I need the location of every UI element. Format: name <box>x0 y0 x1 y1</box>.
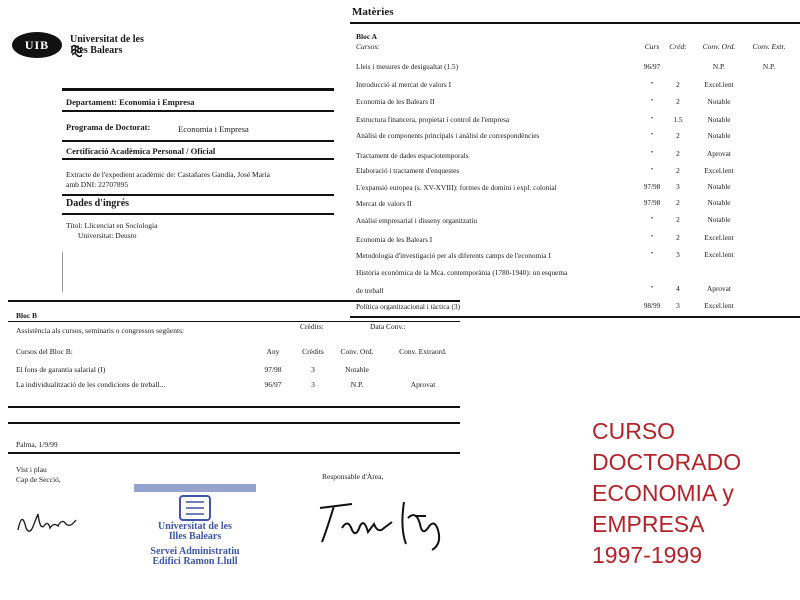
materia-cred: 1.5 <box>673 115 683 124</box>
materia-curs: 97/98 <box>643 182 661 191</box>
credits-label: Crèdits: <box>300 322 324 331</box>
data-conv-label: Data Conv.: <box>370 322 406 331</box>
materia-curs: 96/97 <box>643 62 661 71</box>
divider <box>8 422 460 424</box>
signature-left <box>14 500 84 540</box>
materia-ord: Notable <box>707 115 731 124</box>
materia-ord: Notable <box>707 97 731 106</box>
cursos-bloc-b-label: Cursos del Bloc B: <box>16 347 73 356</box>
materia-extr: N.P. <box>762 62 776 71</box>
divider <box>62 158 334 160</box>
uib-logo-mark: UIB <box>12 32 62 58</box>
materia-curs: " <box>650 149 654 158</box>
titol-line: Títol: Llicenciat en Sociologia <box>66 221 158 230</box>
official-stamp <box>130 482 260 582</box>
divider <box>8 406 460 408</box>
course-credits: 3 <box>311 380 315 389</box>
materia-ord: Notable <box>707 182 731 191</box>
extracte-line2: amb DNI: 22707895 <box>66 180 129 189</box>
departament-line: Departament: Economia i Empresa <box>66 97 195 107</box>
course-credits: 3 <box>311 365 315 374</box>
materia-ord: N.P. <box>712 62 726 71</box>
materia-name: Lleis i mesures de desigualtat (1.5) <box>356 62 459 71</box>
programa-label: Programa de Doctorat: <box>66 122 151 132</box>
col-conv-ord: Conv. Ord. <box>702 42 736 51</box>
materia-cred: 2 <box>676 131 680 140</box>
extracte-line1: Extracte de l'expedient acadèmic de: Castañares Gandía, José Maria <box>66 170 270 179</box>
divider <box>350 316 800 318</box>
palma-date: Palma, 1/9/99 <box>16 440 58 449</box>
divider <box>62 213 334 215</box>
materia-ord: Excel.lent <box>704 301 734 310</box>
stamp-line3: Servei Administratiu <box>150 546 240 557</box>
col-conv-ord: Conv. Ord. <box>340 347 374 356</box>
materia-cred: 3 <box>676 250 680 259</box>
materia-name: Introducció al mercat de valors I <box>356 80 452 89</box>
materia-curs: " <box>650 250 654 259</box>
materia-curs: " <box>650 284 654 293</box>
materia-cred: 2 <box>676 215 680 224</box>
materia-cred: 4 <box>676 284 680 293</box>
materia-ord: Aprovat <box>707 284 731 293</box>
materia-cred: 2 <box>676 166 680 175</box>
materia-ord: Excel.lent <box>704 250 734 259</box>
programa-value: Economia i Empresa <box>178 124 249 134</box>
course-ord: Notable <box>345 365 369 374</box>
uib-logo <box>12 32 62 58</box>
assistencia-label: Assistència als cursos, seminaris o congressos següents: <box>16 326 185 335</box>
course-any: 97/98 <box>264 365 282 374</box>
logo-line1: Universitat de les <box>70 34 144 45</box>
materies-title: Matèries <box>352 6 394 18</box>
col-cred: Créd: <box>669 42 687 51</box>
materia-cred: 2 <box>676 80 680 89</box>
signature-right <box>312 488 472 558</box>
materia-cred: 2 <box>676 97 680 106</box>
vist-i-plau: Vist i plau <box>16 465 47 474</box>
caption-line: DOCTORADO <box>592 449 742 475</box>
divider <box>62 194 334 196</box>
materia-ord: Excel.lent <box>704 166 734 175</box>
caption <box>592 416 792 571</box>
course-ord: N.P. <box>350 380 364 389</box>
materia-name: L'expansió europea (s. XV-XVIII): formes de domini i expl. colonial <box>356 183 557 192</box>
course-any: 96/97 <box>264 380 282 389</box>
divider <box>62 88 334 91</box>
universitat-line: Universitat: Deusto <box>78 231 137 240</box>
materia-name: Economia de les Balears II <box>356 97 435 106</box>
materia-name: Elaboració i tractament d'enquestes <box>356 166 460 175</box>
materia-name: Estructura financera, propietat i control de l'empresa <box>356 115 510 124</box>
materia-name: Història econòmica de la Mca. contemporània (1780-1940): un esquema <box>356 268 568 277</box>
col-curs: Curs <box>644 42 660 51</box>
materia-name: de treball <box>356 286 384 295</box>
materia-curs: " <box>650 166 654 175</box>
materia-name: Metodologia d'investigació per als diferents camps de l'economia I <box>356 251 551 260</box>
bloc-a-title: Bloc A <box>356 32 378 41</box>
materia-name: Mercat de valors II <box>356 199 412 208</box>
course-name: La individualització de les condicions de treball... <box>16 380 166 389</box>
dades-ingres-title: Dades d'ingrés <box>66 198 130 209</box>
logo-line2: Illes Balears <box>70 45 123 56</box>
materia-curs: " <box>650 115 654 124</box>
materia-ord: Excel.lent <box>704 80 734 89</box>
course-name: El fons de garantia salarial (I) <box>16 365 106 374</box>
materia-curs: 98/99 <box>643 301 661 310</box>
materia-name: Tractament de dades espaciotemporals <box>356 151 469 160</box>
col-conv-extra: Conv. Extraord. <box>399 347 447 356</box>
caption-line: ECONOMIA y <box>592 480 734 506</box>
materia-curs: 97/98 <box>643 198 661 207</box>
divider <box>8 452 460 454</box>
margin-line <box>62 252 63 292</box>
responsable-area: Responsable d'Àrea, <box>322 472 384 481</box>
caption-line: 1997-1999 <box>592 542 702 568</box>
materia-name: Anàlisi de components principals i anàlisi de correspondències <box>356 131 540 140</box>
materia-cred: 2 <box>676 149 680 158</box>
materia-cred: 2 <box>676 198 680 207</box>
materia-curs: " <box>650 233 654 242</box>
materia-ord: Notable <box>707 215 731 224</box>
caption-line: EMPRESA <box>592 511 705 537</box>
caption-line: CURSO <box>592 418 676 444</box>
materia-name: Anàlisi empresarial i disseny organitzatiu <box>356 216 478 225</box>
col-any: Any <box>266 347 280 356</box>
materia-cred: 3 <box>676 301 680 310</box>
materia-name: Economia de les Balears I <box>356 235 433 244</box>
materia-curs: " <box>650 131 654 140</box>
stamp-line2: Illes Balears <box>168 531 222 542</box>
materia-ord: Notable <box>707 131 731 140</box>
col-credits: Crèdits <box>302 347 324 356</box>
course-extra: Aprovat <box>410 380 436 389</box>
materia-ord: Aprovat <box>707 149 731 158</box>
divider <box>62 140 334 142</box>
materia-curs: " <box>650 215 654 224</box>
materia-cred: 3 <box>676 182 680 191</box>
bloc-b-title: Bloc B <box>16 311 38 320</box>
materia-ord: Notable <box>707 198 731 207</box>
stamp-line1: Universitat de les <box>158 521 232 532</box>
certificacio-title: Certificació Acadèmica Personal / Oficial <box>66 146 216 156</box>
materia-name: Política organitzacional i tàctica (3) <box>356 302 461 311</box>
materia-curs: " <box>650 97 654 106</box>
col-conv-extr: Conv. Extr. <box>752 42 786 51</box>
logo-text <box>70 34 144 56</box>
materia-cred: 2 <box>676 233 680 242</box>
divider <box>350 22 800 24</box>
stamp-line4: Edifici Ramon Llull <box>152 556 238 567</box>
col-cursos: Cursos: <box>356 42 380 51</box>
materia-ord: Excel.lent <box>704 233 734 242</box>
divider <box>62 110 334 112</box>
cap-de-seccio: Cap de Secció, <box>16 475 61 484</box>
materia-curs: " <box>650 80 654 89</box>
